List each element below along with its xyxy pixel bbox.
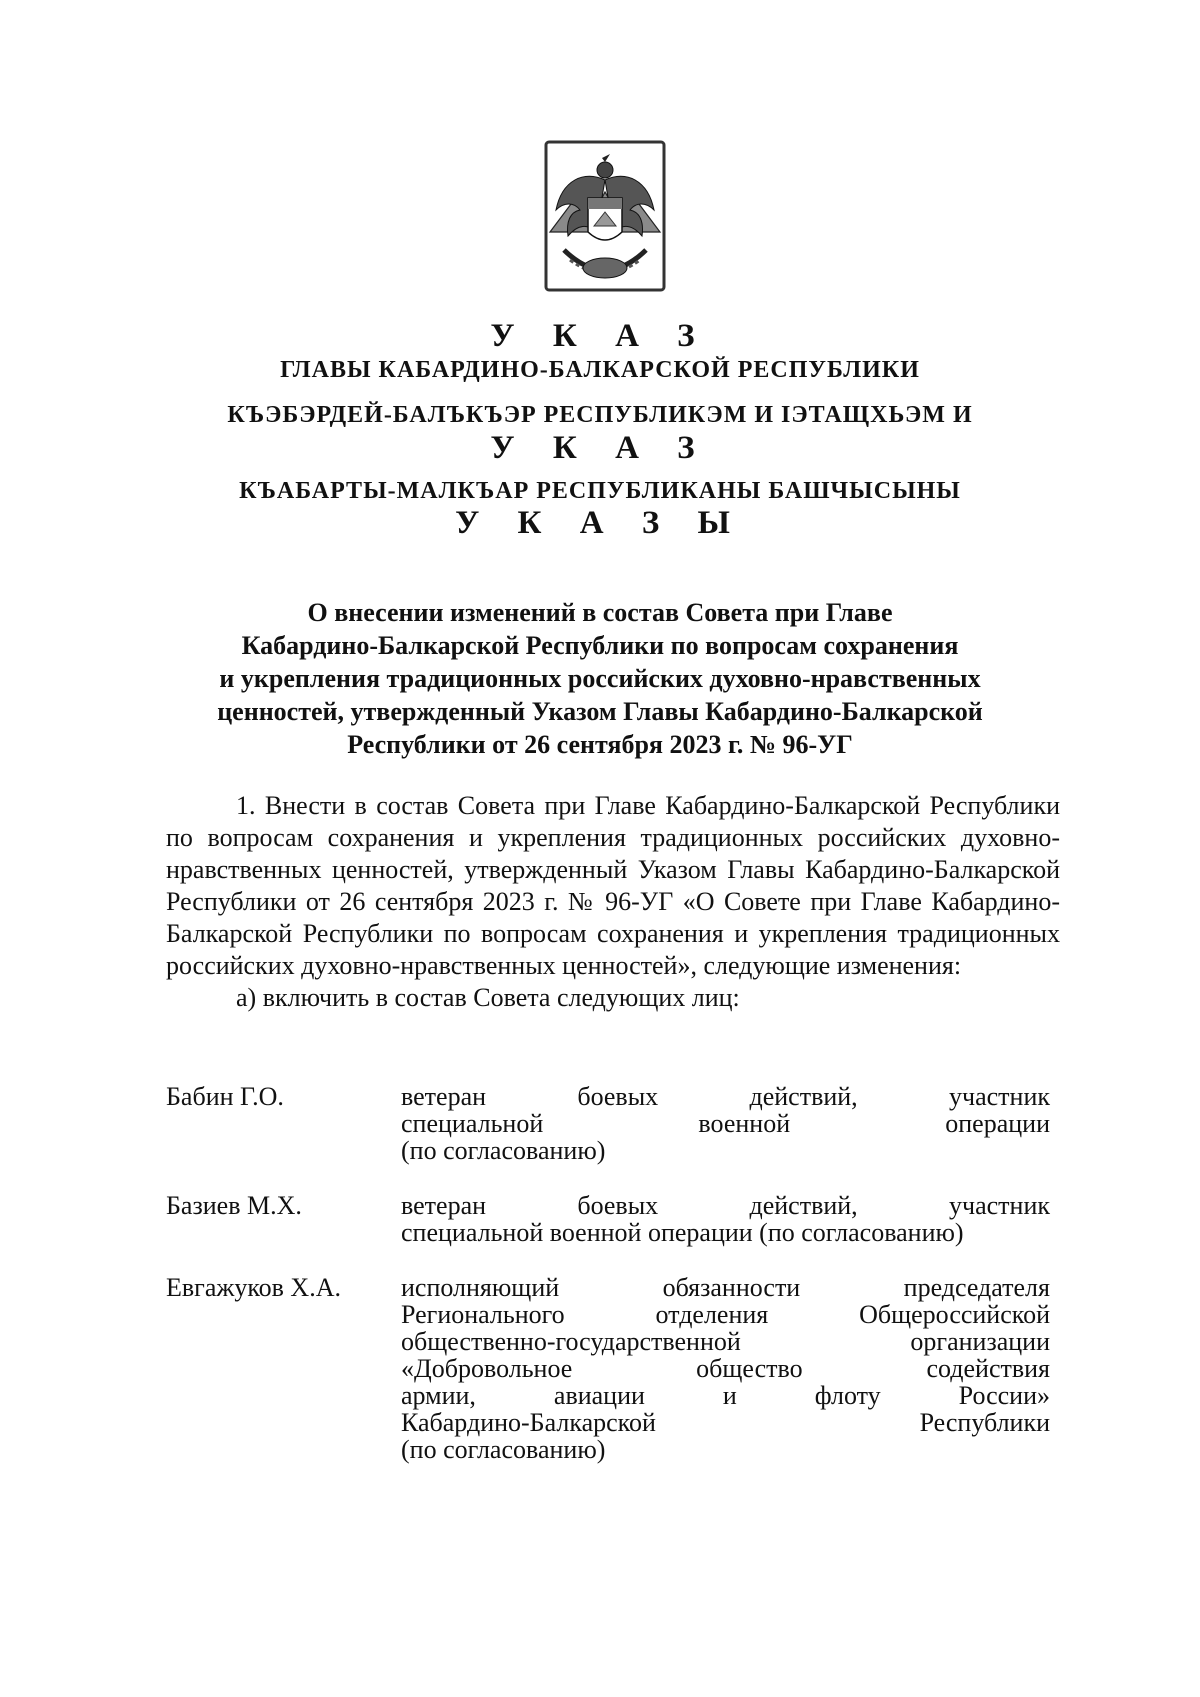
member-role-line: ветеран боевых действий, участник [401, 1082, 1050, 1111]
head-title-kbd: КЪЭБЭРДЕЙ-БАЛЪКЪЭР РЕСПУБЛИКЭМ И IЭТАЩХЬЭМ И [227, 402, 973, 428]
member-role-line: (по согласованию) [401, 1136, 606, 1165]
member-role-line: армии, авиации и флоту России» [401, 1381, 1050, 1410]
decree-title-line: ценностей, утвержденный Указом Главы Кабардино-Балкарской [217, 697, 983, 726]
member-role [401, 1274, 1050, 1463]
head-title-ru: ГЛАВЫ КАБАРДИНО-БАЛКАРСКОЙ РЕСПУБЛИКИ [280, 357, 920, 383]
ukaz-heading-ru: У К А З [490, 318, 710, 354]
members-list [166, 1083, 1050, 1491]
coat-of-arms-emblem [544, 140, 666, 292]
ukaz-heading-kbd: У К А З [490, 430, 710, 466]
member-row [166, 1192, 1050, 1246]
decree-title-line: Кабардино-Балкарской Республики по вопросам сохранения [241, 631, 959, 660]
member-role-line: исполняющий обязанности председателя [401, 1273, 1050, 1302]
member-role-line: ветеран боевых действий, участник [401, 1191, 1050, 1220]
head-title-krc: КЪАБАРТЫ-МАЛКЪАР РЕСПУБЛИКАНЫ БАШЧЫСЫНЫ [239, 478, 961, 504]
ukaz-heading-krc: У К А З Ы [455, 505, 745, 541]
member-row [166, 1274, 1050, 1463]
member-role-line: Кабардино-Балкарской Республики [401, 1408, 1050, 1437]
paragraph-a: а) включить в состав Совета следующих лиц: [236, 983, 740, 1012]
member-role-line: специальной военной операции [401, 1109, 1050, 1138]
member-name: Евгажуков Х.А. [166, 1273, 341, 1302]
member-role [401, 1192, 1050, 1246]
member-role-line: (по согласованию) [401, 1435, 606, 1464]
member-role-line: Регионального отделения Общероссийской [401, 1300, 1050, 1329]
paragraph-1: 1. Внести в состав Совета при Главе Кабардино-Балкарской Республики по вопросам сохранения и укрепления традиционных российских духовно-нравственных ценностей, утвержденный Указом Главы Кабардино-Балкарской Республики от 26 сентября 2023 г. № 96-УГ «О Совете при Главе Кабардино-Балкарской Республики по вопросам сохранения и укрепления традиционных российских духовно-нравственных ценностей», следующие изменения: [166, 791, 1060, 980]
decree-body [166, 790, 1060, 1014]
member-name: Базиев М.Х. [166, 1191, 302, 1220]
member-role-line: «Добровольное общество содействия [401, 1354, 1050, 1383]
decree-title [150, 596, 1050, 761]
decree-title-line: Республики от 26 сентября 2023 г. № 96-УГ [347, 730, 853, 759]
decree-title-line: и укрепления традиционных российских духовно-нравственных [219, 664, 981, 693]
member-name: Бабин Г.О. [166, 1082, 284, 1111]
member-role-line: специальной военной операции (по согласованию) [401, 1218, 964, 1247]
member-role-line: общественно-государственной организации [401, 1327, 1050, 1356]
decree-title-line: О внесении изменений в состав Совета при Главе [307, 598, 893, 627]
member-role [401, 1083, 1050, 1164]
member-row [166, 1083, 1050, 1164]
